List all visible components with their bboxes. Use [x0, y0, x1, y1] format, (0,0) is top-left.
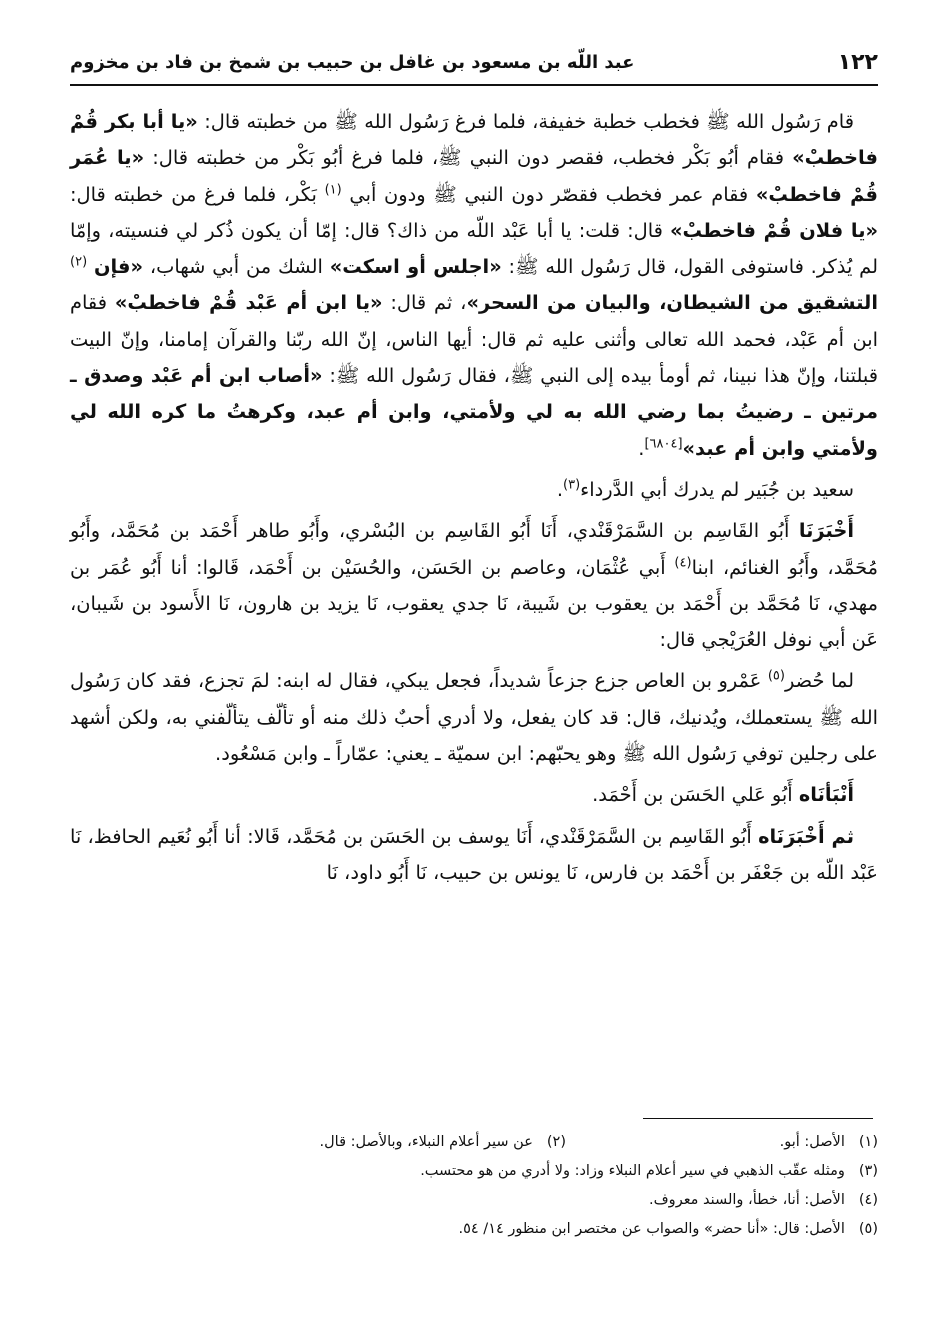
reference-marker: (٤) — [674, 555, 692, 571]
text-run: عَمْرو بن العاص جزع جزعاً شديداً، فجعل يبكي، فقال له ابنه: لمَ تجزع، فقد كان رَسُول الله ﷺ يستعملك، ويُدنيك، قال: قد كان يفعل، ولا أدري أحبٌ ذلك منه أو تألّف يتألّفني به، ولكن أشهد على رجلين توفي رَسُول الله ﷺ وهو يحبّهم: ابن سميّة ـ يعني: عمّاراً ـ وابن مَسْعُود. — [70, 669, 878, 766]
text-run: . — [556, 477, 564, 501]
text-run: . — [638, 436, 645, 460]
footnote-number: (٥) — [858, 1221, 878, 1237]
paragraph — [70, 777, 878, 813]
text-run — [87, 255, 94, 278]
paragraph — [70, 513, 878, 658]
footnotes — [70, 1128, 878, 1244]
bold-text: «يا فلان قُمْ فاخطبْ» — [670, 218, 879, 242]
paragraph — [70, 819, 878, 892]
reference-marker: (٢) — [70, 254, 88, 270]
footnote-4 — [649, 1186, 878, 1215]
bold-text: «اجلس أو اسكت» — [329, 255, 502, 279]
text-run: لما حُضر — [784, 669, 854, 693]
text-run: سعيد بن جُبَير لم يدرك أبي الدَّرداء — [580, 477, 854, 501]
reference-marker: (٣) — [563, 477, 581, 493]
text-run: فقام ابن أم عَبْد، فحمد الله تعالى وأثنى عليه ثم قال: أيها الناس، إنّ الله ربّنا والقرآن إمامنا، وإنّ البيت قبلتنا، وإنّ هذا نبينا، ثم أومأ بيده إلى النبي ﷺ، فقال رَسُول الله ﷺ: — [70, 291, 879, 388]
footnote-row — [70, 1186, 878, 1215]
text-run: أَبي عُثْمَان، وعاصم بن الحَسَن، والحُسَيْن بن أَحْمَد، قَالوا: أنا أَبُو عُمَر بن مهدي، نَا مُحَمَّد بن أَحْمَد بن يعقوب بن شَيبة، نَا جدي يعقوب، نَا يزيد بن هارون، نَا الأَسود بن شَيبان، عَن أبي نوفل العُرَيْجي قال: — [70, 555, 878, 652]
bold-text: «يا عُمَر قُمْ فاخطبْ» — [70, 146, 878, 206]
footnote-number: (٣) — [858, 1163, 878, 1179]
text-run: أَبُو القَاسِم بن السَّمَرْقَنْدي، أَنَا يوسف بن الحَسَن بن مُحَمَّد، قَالا: أنا أَبُو نُعَيم الحافظ، نَا عَبْد اللّه بن جَعْفَر بن أَحْمَد بن فارس، نَا يونس بن حبيب، نَا أَبُو داود، نَا — [70, 824, 878, 884]
text-run: أَبُو القَاسِم بن السَّمَرْقَنْدي، أَنَا أَبُو القَاسِم بن البُسْري، وأَبُو طاهر أَحْمَد بن مُحَمَّد، وأَبُو مُحَمَّد، وأَبُو الغنائم، ابنا — [70, 519, 878, 579]
bold-text: التشقيق من الشيطان، والبيان من السحر» — [466, 291, 878, 315]
text-run: فقام أبُو بَكْر فخطب، فقصر دون النبي ﷺ، فلما فرغ أبُو بَكْر من خطبته قال: — [144, 146, 793, 170]
text-run: فقام عمر فخطب فقصّر دون النبي ﷺ ودون أبي — [341, 182, 756, 206]
footnote-5 — [459, 1215, 879, 1244]
footnote-text: عن سير أعلام النبلاء، وبالأصل: قال. — [319, 1134, 533, 1150]
text-run: بَكْر، فلما فرغ من خطبته قال: — [70, 182, 325, 206]
text-run: ، ثم قال: — [382, 291, 467, 315]
bold-text: أَنْبَأنَاه — [798, 783, 854, 807]
bold-text: أَخْبَرَنَا — [798, 519, 854, 543]
page-number: ١٢٢ — [837, 50, 878, 75]
footnote-text: الأصل: أنا، خطأ، والسند معروف. — [649, 1192, 845, 1208]
reference-marker: [٦٨٠٤] — [644, 436, 683, 452]
footnote-number: (٤) — [858, 1192, 878, 1208]
footnote-text: الأصل: قال: «أنا حضر» والصواب عن مختصر ابن منظور ١٤/ ٥٤. — [458, 1221, 845, 1237]
bold-text: «يا أبا بكر قُمْ فاخطبْ» — [70, 110, 878, 170]
footnote-row — [70, 1215, 878, 1244]
bold-text: «يا ابن أم عَبْد قُمْ فاخطبْ» — [114, 291, 383, 315]
main-text — [70, 104, 878, 896]
text-run: قال: قلت: يا أبا عَبْد اللّه من ذاك؟ قال: إمّا أن يكون ذُكر لي فنسيته، وإمّا لم يُذكر. فاستوفى القول، قال رَسُول الله ﷺ: — [70, 218, 878, 279]
running-title: عبد اللّه بن مسعود بن غافل بن حبيب بن شمخ بن فاد بن مخزوم — [70, 52, 635, 73]
text-run: قام رَسُول الله ﷺ فخطب خطبة خفيفة، فلما فرغ رَسُول الله ﷺ من خطبته قال: — [197, 110, 854, 133]
bold-text: «أصاب ابن أم عَبْد وصدق ـ مرتين ـ رضيتُ بما رضي الله به لي ولأمتي، وابن أم عبد، وكرهتُ ما كره الله لي ولأمتي وابن أم عبد» — [70, 364, 878, 460]
footnote-1 — [566, 1128, 878, 1157]
footnote-row — [70, 1157, 878, 1186]
footnote-text: ومثله عقّب الذهبي في سير أعلام النبلاء وزاد: ولا أدري من هو محتسب. — [420, 1163, 845, 1179]
bold-text: «فإن — [93, 255, 144, 279]
footnote-separator — [643, 1118, 873, 1119]
reference-marker: (١) — [324, 182, 342, 198]
bold-text: ثم أَخْبَرَنَاه — [758, 824, 854, 848]
footnote-row — [70, 1128, 878, 1157]
text-run: الشك من أبي شهاب، — [143, 255, 330, 279]
paragraph — [70, 472, 878, 508]
paragraph — [70, 104, 878, 467]
footnote-number: (٢) — [546, 1134, 566, 1150]
reference-marker: (٥) — [767, 668, 785, 684]
footnote-2 — [320, 1128, 566, 1157]
paragraph — [70, 663, 878, 772]
page-header — [70, 48, 878, 86]
footnote-text: الأصل: أبو. — [779, 1134, 845, 1150]
text-run: أَبُو عَلي الحَسَن بن أَحْمَد. — [592, 783, 799, 807]
footnote-3 — [420, 1157, 878, 1186]
footnote-number: (١) — [858, 1134, 878, 1150]
